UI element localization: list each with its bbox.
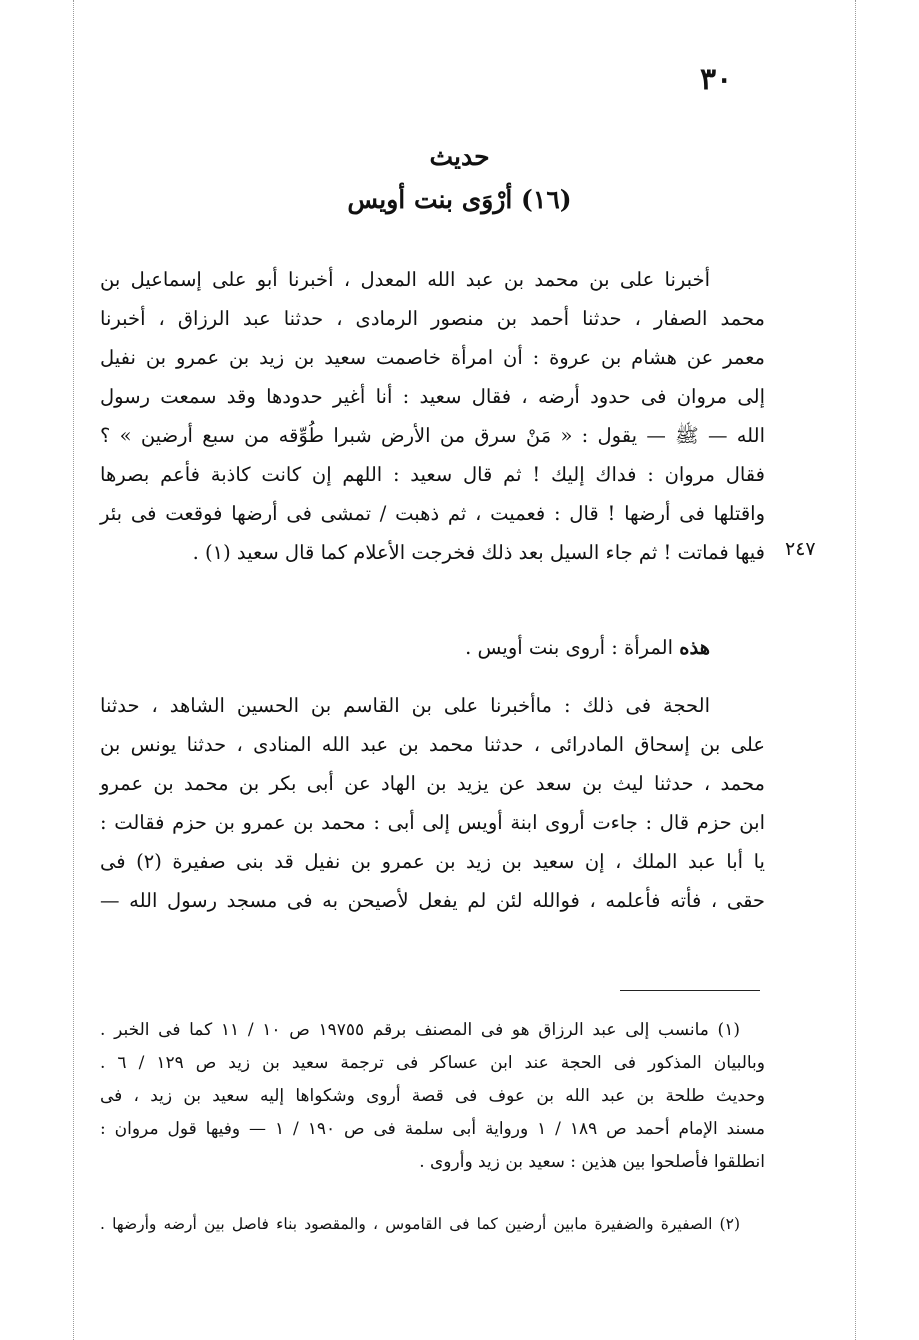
page-number: ٣٠ bbox=[700, 62, 733, 97]
text-line: الله — ﷺ — يقول : « مَنْ سرق من الأرض شبرا طُوِّقه من سبع أرضين » ؟ bbox=[100, 424, 765, 447]
text-line: واقتلها فى أرضها ! قال : فعميت ، ثم ذهبت / تمشى فى أرضها فوقعت فى بئر bbox=[100, 502, 765, 525]
text-line: حقى ، فأته فأعلمه ، فوالله لئن لم يفعل لأصيحن به فى مسجد رسول الله — bbox=[100, 889, 765, 912]
text-run: المرأة : أروى بنت أويس . bbox=[465, 636, 680, 659]
text-line: فقال مروان : فداك إليك ! ثم قال سعيد : اللهم إن كانت كاذبة فأعم بصرها bbox=[100, 463, 765, 486]
text-line: إلى مروان فى حدود أرضه ، فقال سعيد : أنا أغير حدودها وقد سمعت رسول bbox=[100, 385, 765, 408]
text-line: يا أبا عبد الملك ، إن سعيد بن زيد بن عمرو بن نفيل قد بنى صفيرة (٢) فى bbox=[100, 850, 765, 873]
text-line: محمد ، حدثنا ليث بن سعد عن يزيد بن الهاد عن أبى بكر بن محمد بن عمرو bbox=[100, 772, 765, 795]
paragraph-1 bbox=[100, 260, 765, 572]
footnote-line: انطلقوا فأصلحوا بين هذين : سعيد بن زيد وأروى . bbox=[419, 1152, 765, 1172]
chapter-title: (١٦) أرْوَى بنت أويس bbox=[347, 185, 572, 214]
text-line: الحجة فى ذلك : ماأخبرنا على بن القاسم بن الحسين الشاهد ، حدثنا bbox=[100, 694, 710, 717]
text-line: فيها فماتت ! ثم جاء السيل بعد ذلك فخرجت الأعلام كما قال سعيد (١) . bbox=[192, 541, 765, 564]
margin-page-reference: ٢٤٧ bbox=[785, 538, 816, 560]
footnote-2 bbox=[100, 1208, 765, 1241]
paragraph-3 bbox=[100, 686, 765, 920]
text-line: أخبرنا على بن محمد بن عبد الله المعدل ، أخبرنا أبو على إسماعيل بن bbox=[100, 268, 710, 291]
footnote-line: (١) مانسب إلى عبد الرزاق هو فى المصنف برقم ١٩٧٥٥ ص ١٠ / ١١ كما فى الخبر . bbox=[100, 1020, 740, 1040]
footnote-1 bbox=[100, 1014, 765, 1179]
footnote-line: وحديث طلحة بن عبد الله بن عوف فى قصة أروى وشكواها إليه سعيد بن زيد ، فى bbox=[100, 1086, 765, 1106]
section-heading: حديث bbox=[429, 142, 490, 171]
bold-lead-word: هذه bbox=[679, 636, 710, 659]
text-line: معمر عن هشام بن عروة : أن امرأة خاصمت سعيد بن زيد بن عمرو بن نفيل bbox=[100, 346, 765, 369]
text-line: ابن حزم قال : جاءت أروى ابنة أويس إلى أبى : محمد بن عمرو بن حزم فقالت : bbox=[100, 811, 765, 834]
text-line: على بن إسحاق المادرائى ، حدثنا محمد بن عبد الله المنادى ، حدثنا يونس بن bbox=[100, 733, 765, 756]
footnote-line: مسند الإمام أحمد ص ١٨٩ / ١ ورواية أبى سلمة فى ص ١٩٠ / ١ — وفيها قول مروان : bbox=[100, 1119, 765, 1139]
text-line: محمد الصفار ، حدثنا أحمد بن منصور الرمادى ، حدثنا عبد الرزاق ، أخبرنا bbox=[100, 307, 765, 330]
footnote-line: وبالبيان المذكور فى الحجة عند ابن عساكر فى ترجمة سعيد بن زيد ص ١٢٩ / ٦ . bbox=[100, 1053, 765, 1073]
text-line bbox=[100, 628, 765, 667]
paragraph-2 bbox=[100, 628, 765, 667]
footnote-separator bbox=[620, 990, 760, 991]
footnote-line: (٢) الصفيرة والضفيرة مابين أرضين كما فى القاموس ، والمقصود بناء فاصل بين أرضه وأرضها . bbox=[100, 1215, 740, 1233]
